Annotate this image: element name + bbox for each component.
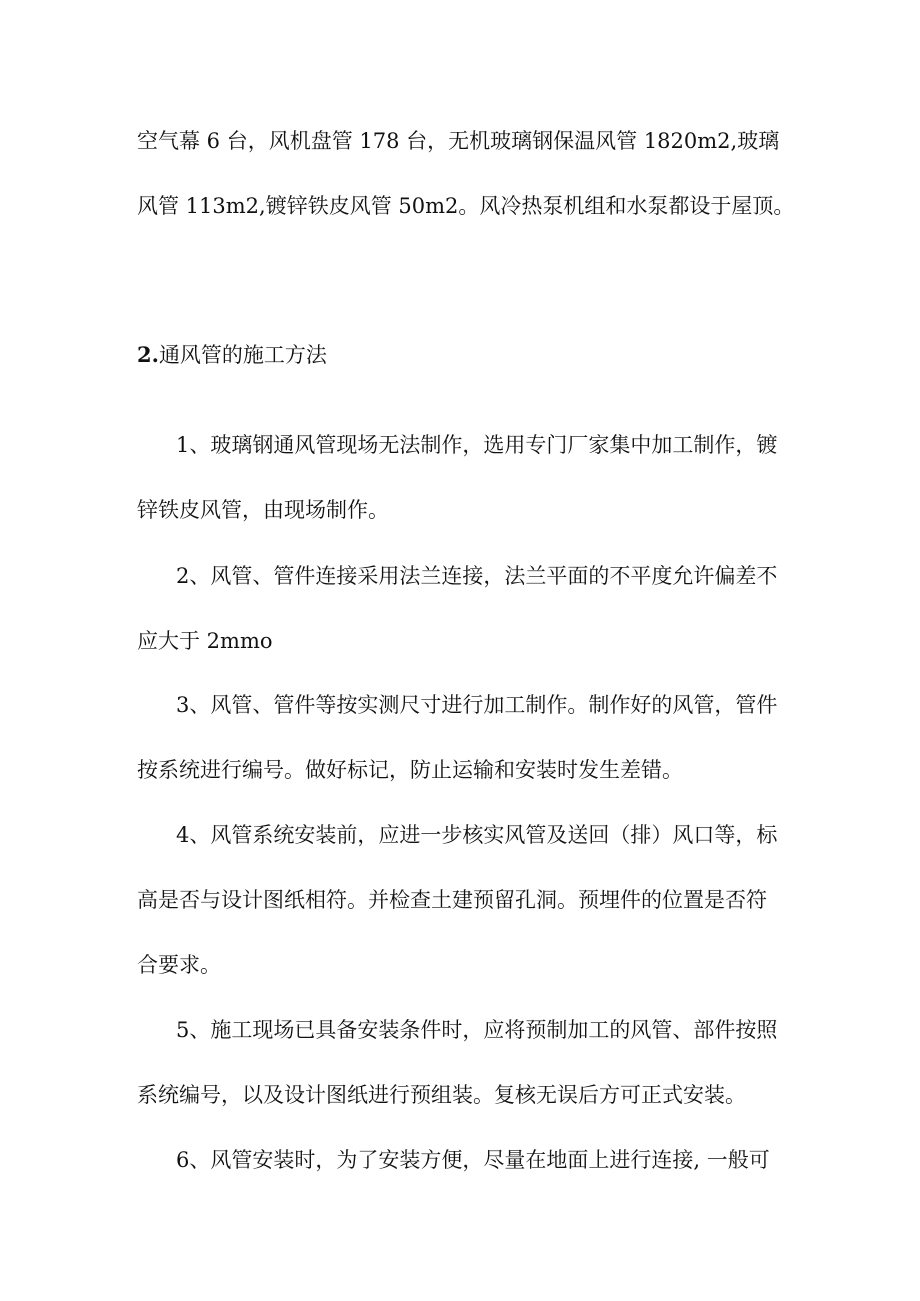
item-1-line-1: 1、玻璃钢通风管现场无法制作，选用专门厂家集中加工制作，镀	[176, 433, 778, 457]
item-4-line-3: 合要求。	[137, 953, 221, 977]
intro-line-1: 空气幕 6 台，风机盘管 178 台，无机玻璃钢保温风管 1820m2,玻璃	[137, 129, 780, 153]
item-3-line-2: 按系统进行编号。做好标记，防止运输和安装时发生差错。	[137, 758, 683, 782]
item-1-line-2: 锌铁皮风管，由现场制作。	[137, 498, 389, 522]
section-heading	[137, 340, 327, 370]
item-4-line-2: 高是否与设计图纸相符。并检查土建预留孔洞。预埋件的位置是否符	[137, 888, 767, 912]
item-5-line-2: 系统编号，以及设计图纸进行预组装。复核无误后方可正式安装。	[137, 1083, 746, 1107]
intro-line-2: 风管 113m2,镀锌铁皮风管 50m2。风冷热泵机组和水泵都设于屋顶。	[137, 194, 795, 218]
item-4-line-1: 4、风管系统安装前，应进一步核实风管及送回（排）风口等，标	[176, 823, 778, 847]
item-3-line-1: 3、风管、管件等按实测尺寸进行加工制作。制作好的风管，管件	[176, 693, 778, 717]
item-2-line-1: 2、风管、管件连接采用法兰连接，法兰平面的不平度允许偏差不	[176, 564, 778, 588]
item-6-line-1: 6、风管安装时，为了安装方便，尽量在地面上进行连接, 一般可	[176, 1148, 770, 1172]
item-5-line-1: 5、施工现场已具备安装条件时，应将预制加工的风管、部件按照	[176, 1018, 778, 1042]
section-number: 2.	[137, 342, 159, 367]
item-2-line-2: 应大于 2mmo	[137, 629, 273, 653]
section-title: 通风管的施工方法	[158, 343, 327, 367]
